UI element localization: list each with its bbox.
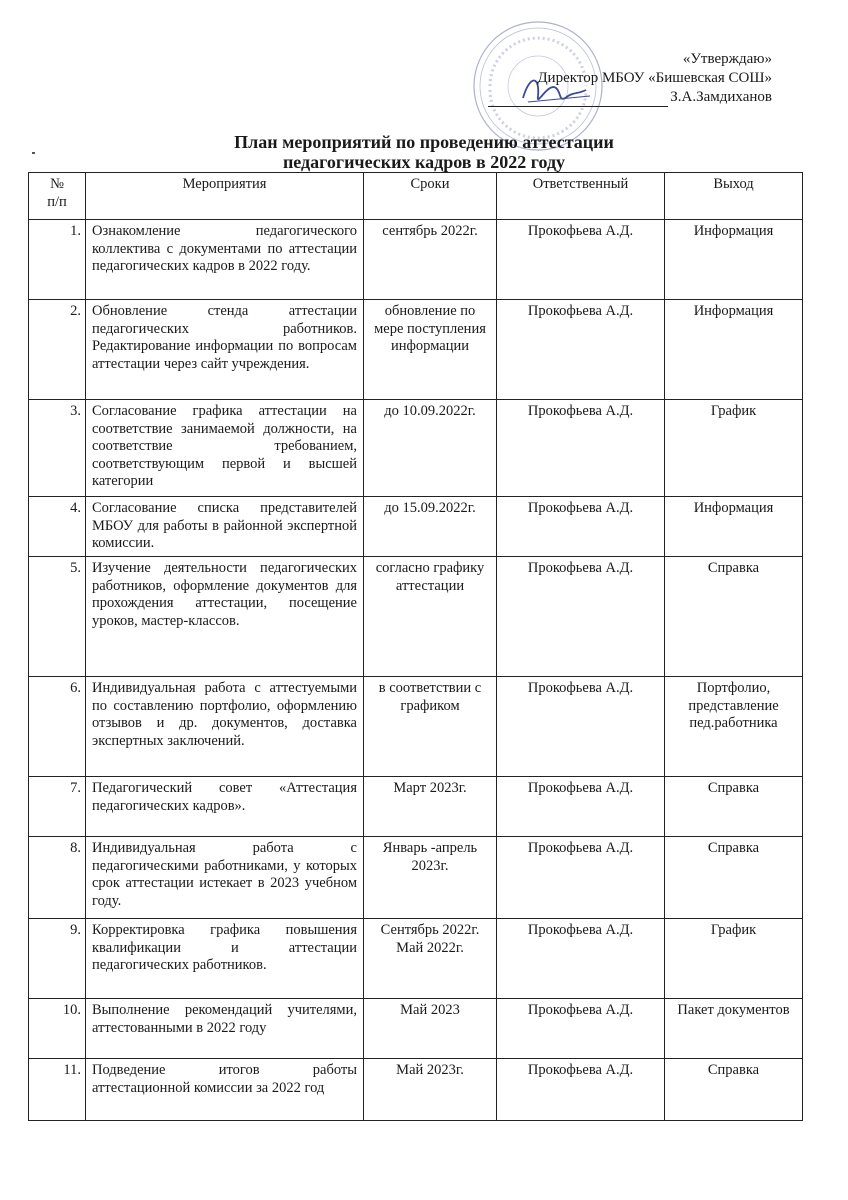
row-output: Справка (665, 837, 803, 919)
row-activity: Выполнение рекомендаций учителями, аттестованными в 2022 году (86, 999, 364, 1059)
row-dates: в соответствии с графиком (364, 677, 497, 777)
row-output: Справка (665, 1059, 803, 1121)
row-responsible: Прокофьева А.Д. (497, 677, 665, 777)
header-number-abbr: п/п (47, 193, 67, 210)
row-output: График (665, 919, 803, 999)
title-line-2: педагогических кадров в 2022 году (282, 152, 566, 172)
row-activity: Согласование графика аттестации на соответствие занимаемой должности, на соответствие требованием, соответствующим первой и высшей категории (86, 400, 364, 497)
row-activity: Подведение итогов работы аттестационной комиссии за 2022 год (86, 1059, 364, 1121)
row-dates: Сентябрь 2022г. Май 2022г. (364, 919, 497, 999)
row-output: График (665, 400, 803, 497)
approval-position: Директор МБОУ «Бишевская СОШ» (537, 70, 772, 86)
row-responsible: Прокофьева А.Д. (497, 300, 665, 400)
events-table (28, 172, 803, 1121)
signature-blank (488, 91, 668, 107)
row-output: Информация (665, 220, 803, 300)
row-dates: согласно графику аттестации (364, 557, 497, 677)
row-output: Справка (665, 557, 803, 677)
row-dates: обновление по мере поступления информации (364, 300, 497, 400)
row-responsible: Прокофьева А.Д. (497, 497, 665, 557)
row-number: 10. (29, 999, 86, 1059)
row-responsible: Прокофьева А.Д. (497, 919, 665, 999)
approver-name: З.А.Замдиханов (670, 89, 772, 105)
table-header-row (29, 173, 803, 220)
page-title (0, 132, 848, 172)
row-dates: Май 2023г. (364, 1059, 497, 1121)
row-output: Пакет документов (665, 999, 803, 1059)
table-row (29, 837, 803, 919)
approval-block (480, 50, 772, 107)
row-output: Информация (665, 497, 803, 557)
table-row (29, 1059, 803, 1121)
table-row (29, 220, 803, 300)
row-responsible: Прокофьева А.Д. (497, 400, 665, 497)
row-output: Информация (665, 300, 803, 400)
row-responsible: Прокофьева А.Д. (497, 837, 665, 919)
row-dates: Январь -апрель 2023г. (364, 837, 497, 919)
row-number: 11. (29, 1059, 86, 1121)
row-number: 8. (29, 837, 86, 919)
row-dates: Март 2023г. (364, 777, 497, 837)
header-number-symbol: № (50, 176, 64, 192)
row-responsible: Прокофьева А.Д. (497, 220, 665, 300)
row-activity: Согласование списка представителей МБОУ для работы в районной экспертной комиссии. (86, 497, 364, 557)
row-output: Портфолио, представление пед.работника (665, 677, 803, 777)
row-number: 7. (29, 777, 86, 837)
row-number: 1. (29, 220, 86, 300)
row-dates: сентябрь 2022г. (364, 220, 497, 300)
header-responsible: Ответственный (497, 173, 665, 220)
header-activity: Мероприятия (86, 173, 364, 220)
row-number: 6. (29, 677, 86, 777)
row-dates: до 10.09.2022г. (364, 400, 497, 497)
row-activity: Изучение деятельности педагогических работников, оформление документов для прохождения аттестации, посещение уроков, мастер-классов. (86, 557, 364, 677)
table-row (29, 777, 803, 837)
title-line-1: План мероприятий по проведению аттестации (234, 132, 614, 152)
row-activity: Корректировка графика повышения квалификации и аттестации педагогических работников. (86, 919, 364, 999)
table-row (29, 557, 803, 677)
table-row (29, 400, 803, 497)
row-responsible: Прокофьева А.Д. (497, 999, 665, 1059)
table-row (29, 300, 803, 400)
table-row (29, 999, 803, 1059)
row-dates: Май 2023 (364, 999, 497, 1059)
row-number: 5. (29, 557, 86, 677)
row-number: 9. (29, 919, 86, 999)
signature-line (480, 88, 772, 107)
row-responsible: Прокофьева А.Д. (497, 777, 665, 837)
row-dates: до 15.09.2022г. (364, 497, 497, 557)
row-number: 2. (29, 300, 86, 400)
table-row (29, 919, 803, 999)
row-responsible: Прокофьева А.Д. (497, 1059, 665, 1121)
header-number (29, 173, 86, 220)
row-activity: Ознакомление педагогического коллектива с документами по аттестации педагогических кадров в 2022 году. (86, 220, 364, 300)
row-number: 4. (29, 497, 86, 557)
row-number: 3. (29, 400, 86, 497)
header-output: Выход (665, 173, 803, 220)
row-activity: Обновление стенда аттестации педагогических работников. Редактирование информации по вопросам аттестации через сайт учреждения. (86, 300, 364, 400)
row-output: Справка (665, 777, 803, 837)
row-activity: Педагогический совет «Аттестация педагогических кадров». (86, 777, 364, 837)
table-row (29, 677, 803, 777)
approval-heading: «Утверждаю» (682, 51, 772, 67)
row-responsible: Прокофьева А.Д. (497, 557, 665, 677)
table-row (29, 497, 803, 557)
row-activity: Индивидуальная работа с аттестуемыми по составлению портфолио, оформлению отзывов и др. документов, доставка экспертных заключений. (86, 677, 364, 777)
row-activity: Индивидуальная работа с педагогическими работниками, у которых срок аттестации истекает в 2023 учебном году. (86, 837, 364, 919)
header-dates: Сроки (364, 173, 497, 220)
